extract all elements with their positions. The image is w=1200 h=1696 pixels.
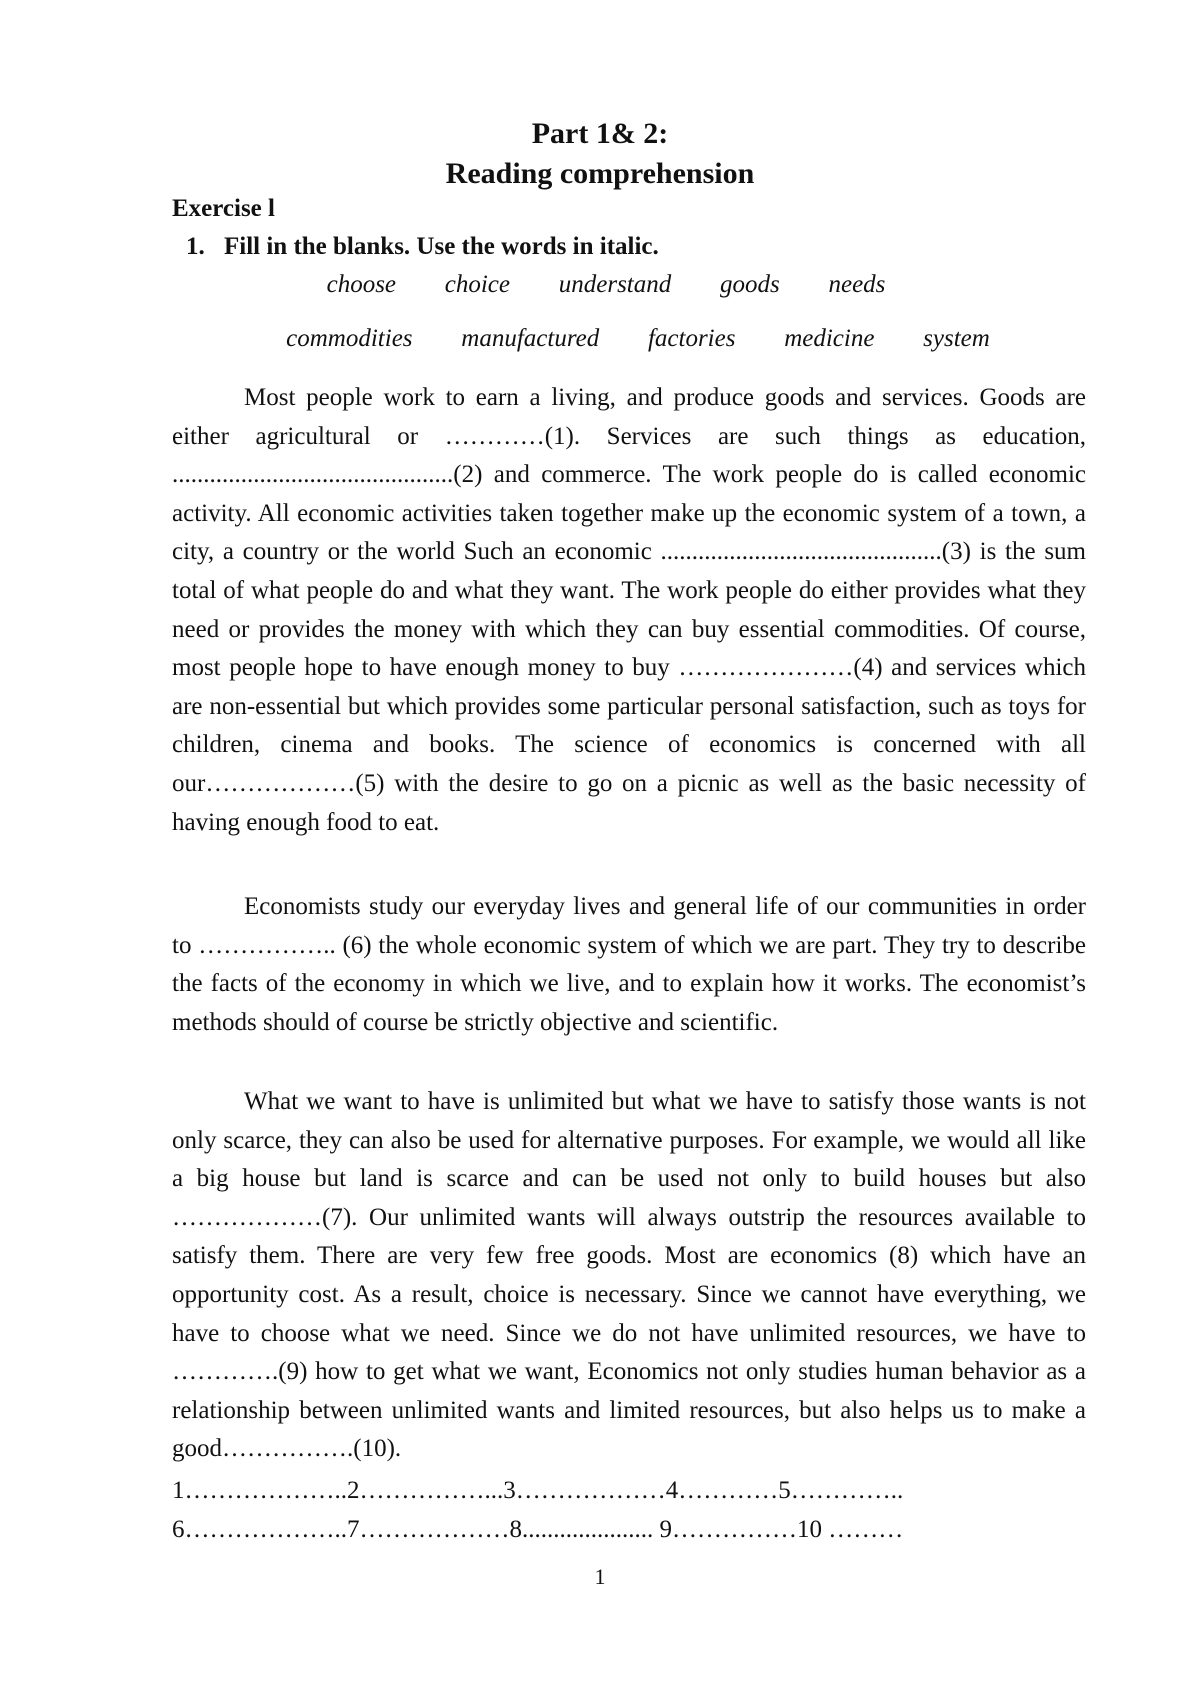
paragraph-text: Economists study our everyday lives and general life of our communities in order to …………….. (6) the whole economic system of which we are part. They try to describe the facts of the economy in which we live, and to explain how it works. The economist’s methods should of course be strictly objective and scientific. [172, 893, 1086, 1036]
passage-paragraph-1 [172, 379, 1086, 842]
word-bank-line-1: choose choice understand goods needs [326, 271, 886, 298]
exercise-heading: Exercise l [172, 195, 275, 222]
instruction-text: Fill in the blanks. Use the words in italic. [224, 233, 659, 260]
title-part: Part 1& 2: [531, 117, 669, 150]
paragraph-text: What we want to have is unlimited but what we have to satisfy those wants is not only scarce, they can also be used for alternative purposes. For example, we would all like a big house but land is scarce and can be used not only to build houses but also ………………(7). Our unlimited wants will always outstrip the resources available to satisfy them. There are very few free goods. Most are economics (8) which have an opportunity cost. As a result, choice is necessary. Since we cannot have everything, we have to choose what we need. Since we do not have unlimited resources, we have to ………….(9) how to get what we want, Economics not only studies human behavior as a relationship between unlimited wants and limited resources, but also helps us to make a good…………….(10). [172, 1088, 1086, 1463]
passage-paragraph-2 [172, 888, 1086, 1042]
page-number: 1 [594, 1564, 606, 1589]
instruction [186, 230, 659, 264]
answer-line-1: 1………………..2……………...3………………4…………5………….. [172, 1477, 904, 1504]
paragraph-text: Most people work to earn a living, and produce goods and services. Goods are either agricultural or …………(1). Services are such things as education, .............................................(2) and commerce. The work people do is called economic activity. All economic activities taken together make up the economic system of a town, a city, a country or the world Such an economic .............................................(3) is the sum total of what people do and what they want. The work people do either provides what they need or provides the money with which they can buy essential commodities. Of course, most people hope to have enough money to buy …………………(4) and services which are non-essential but which provides some particular personal satisfaction, such as toys for children, cinema and books. The science of economics is concerned with all our………………(5) with the desire to go on a picnic as well as the basic necessity of having enough food to eat. [172, 384, 1086, 836]
title-reading-comprehension: Reading comprehension [445, 157, 755, 190]
word-bank-line-2: commodities manufactured factories medicine system [286, 325, 990, 352]
instruction-number: 1. [186, 233, 205, 260]
answer-line-2: 6………………..7………………8..................... 9……………10 ……… [172, 1516, 904, 1543]
passage-paragraph-3 [172, 1083, 1086, 1469]
